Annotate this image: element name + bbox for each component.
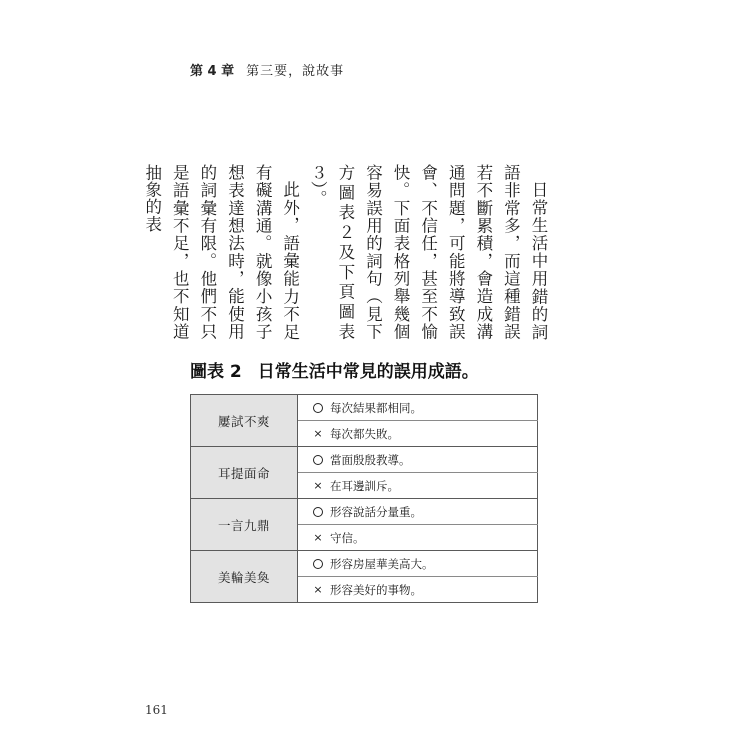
wrong-meaning-cell [298, 525, 538, 551]
page-number: 161 [145, 703, 168, 717]
idiom-cell: 耳提面命 [191, 447, 298, 499]
circle-icon [313, 455, 323, 465]
body-text [142, 164, 552, 340]
chapter-label: 第 4 章 [190, 63, 235, 79]
wrong-meaning: 在耳邊訓斥。 [330, 478, 399, 493]
correct-meaning-cell [298, 447, 538, 473]
wrong-meaning: 形容美好的事物。 [330, 582, 422, 597]
chapter-title: 第三要，說故事 [246, 63, 345, 79]
circle-icon [313, 403, 323, 413]
correct-meaning: 每次結果都相同。 [330, 400, 422, 415]
wrong-meaning-cell [298, 421, 538, 447]
wrong-meaning: 每次都失敗。 [330, 426, 399, 441]
idiom-cell: 一言九鼎 [191, 499, 298, 551]
idiom-cell: 屢試不爽 [191, 395, 298, 447]
idiom-table [190, 394, 538, 603]
table-row [191, 395, 538, 421]
correct-meaning: 當面殷殷教導。 [330, 452, 411, 467]
cross-icon: × [313, 583, 323, 596]
cross-icon: × [313, 427, 323, 440]
table-row [191, 551, 538, 577]
idiom-cell: 美輪美奐 [191, 551, 298, 603]
figure-caption [190, 356, 479, 382]
circle-icon [313, 507, 323, 517]
correct-meaning: 形容房屋華美高大。 [330, 556, 434, 571]
correct-meaning: 形容說話分量重。 [330, 504, 422, 519]
figure-number: 圖表 2 [190, 361, 242, 382]
table-row [191, 447, 538, 473]
wrong-meaning-cell [298, 577, 538, 603]
body-paragraph-2: 此外，語彙能力不足有礙溝通。就像小孩子想表達想法時，能使用的詞彙有限。他們不只是語彙不足，也不知道抽象的表 [142, 164, 300, 340]
correct-meaning-cell [298, 551, 538, 577]
correct-meaning-cell [298, 499, 538, 525]
wrong-meaning: 守信。 [330, 530, 365, 545]
body-paragraph-1: 日常生活中用錯的詞語非常多，而這種錯誤若不斷累積，會造成溝通問題，可能將導致誤會、不信任，甚至不愉快。下面表格列舉幾個容易誤用的詞句（見下方圖表２及下頁圖表３）。 [308, 164, 548, 340]
circle-icon [313, 559, 323, 569]
table-row [191, 499, 538, 525]
running-header [190, 58, 344, 80]
cross-icon: × [313, 531, 323, 544]
cross-icon: × [313, 479, 323, 492]
correct-meaning-cell [298, 395, 538, 421]
figure-title: 日常生活中常見的誤用成語。 [257, 361, 479, 382]
wrong-meaning-cell [298, 473, 538, 499]
